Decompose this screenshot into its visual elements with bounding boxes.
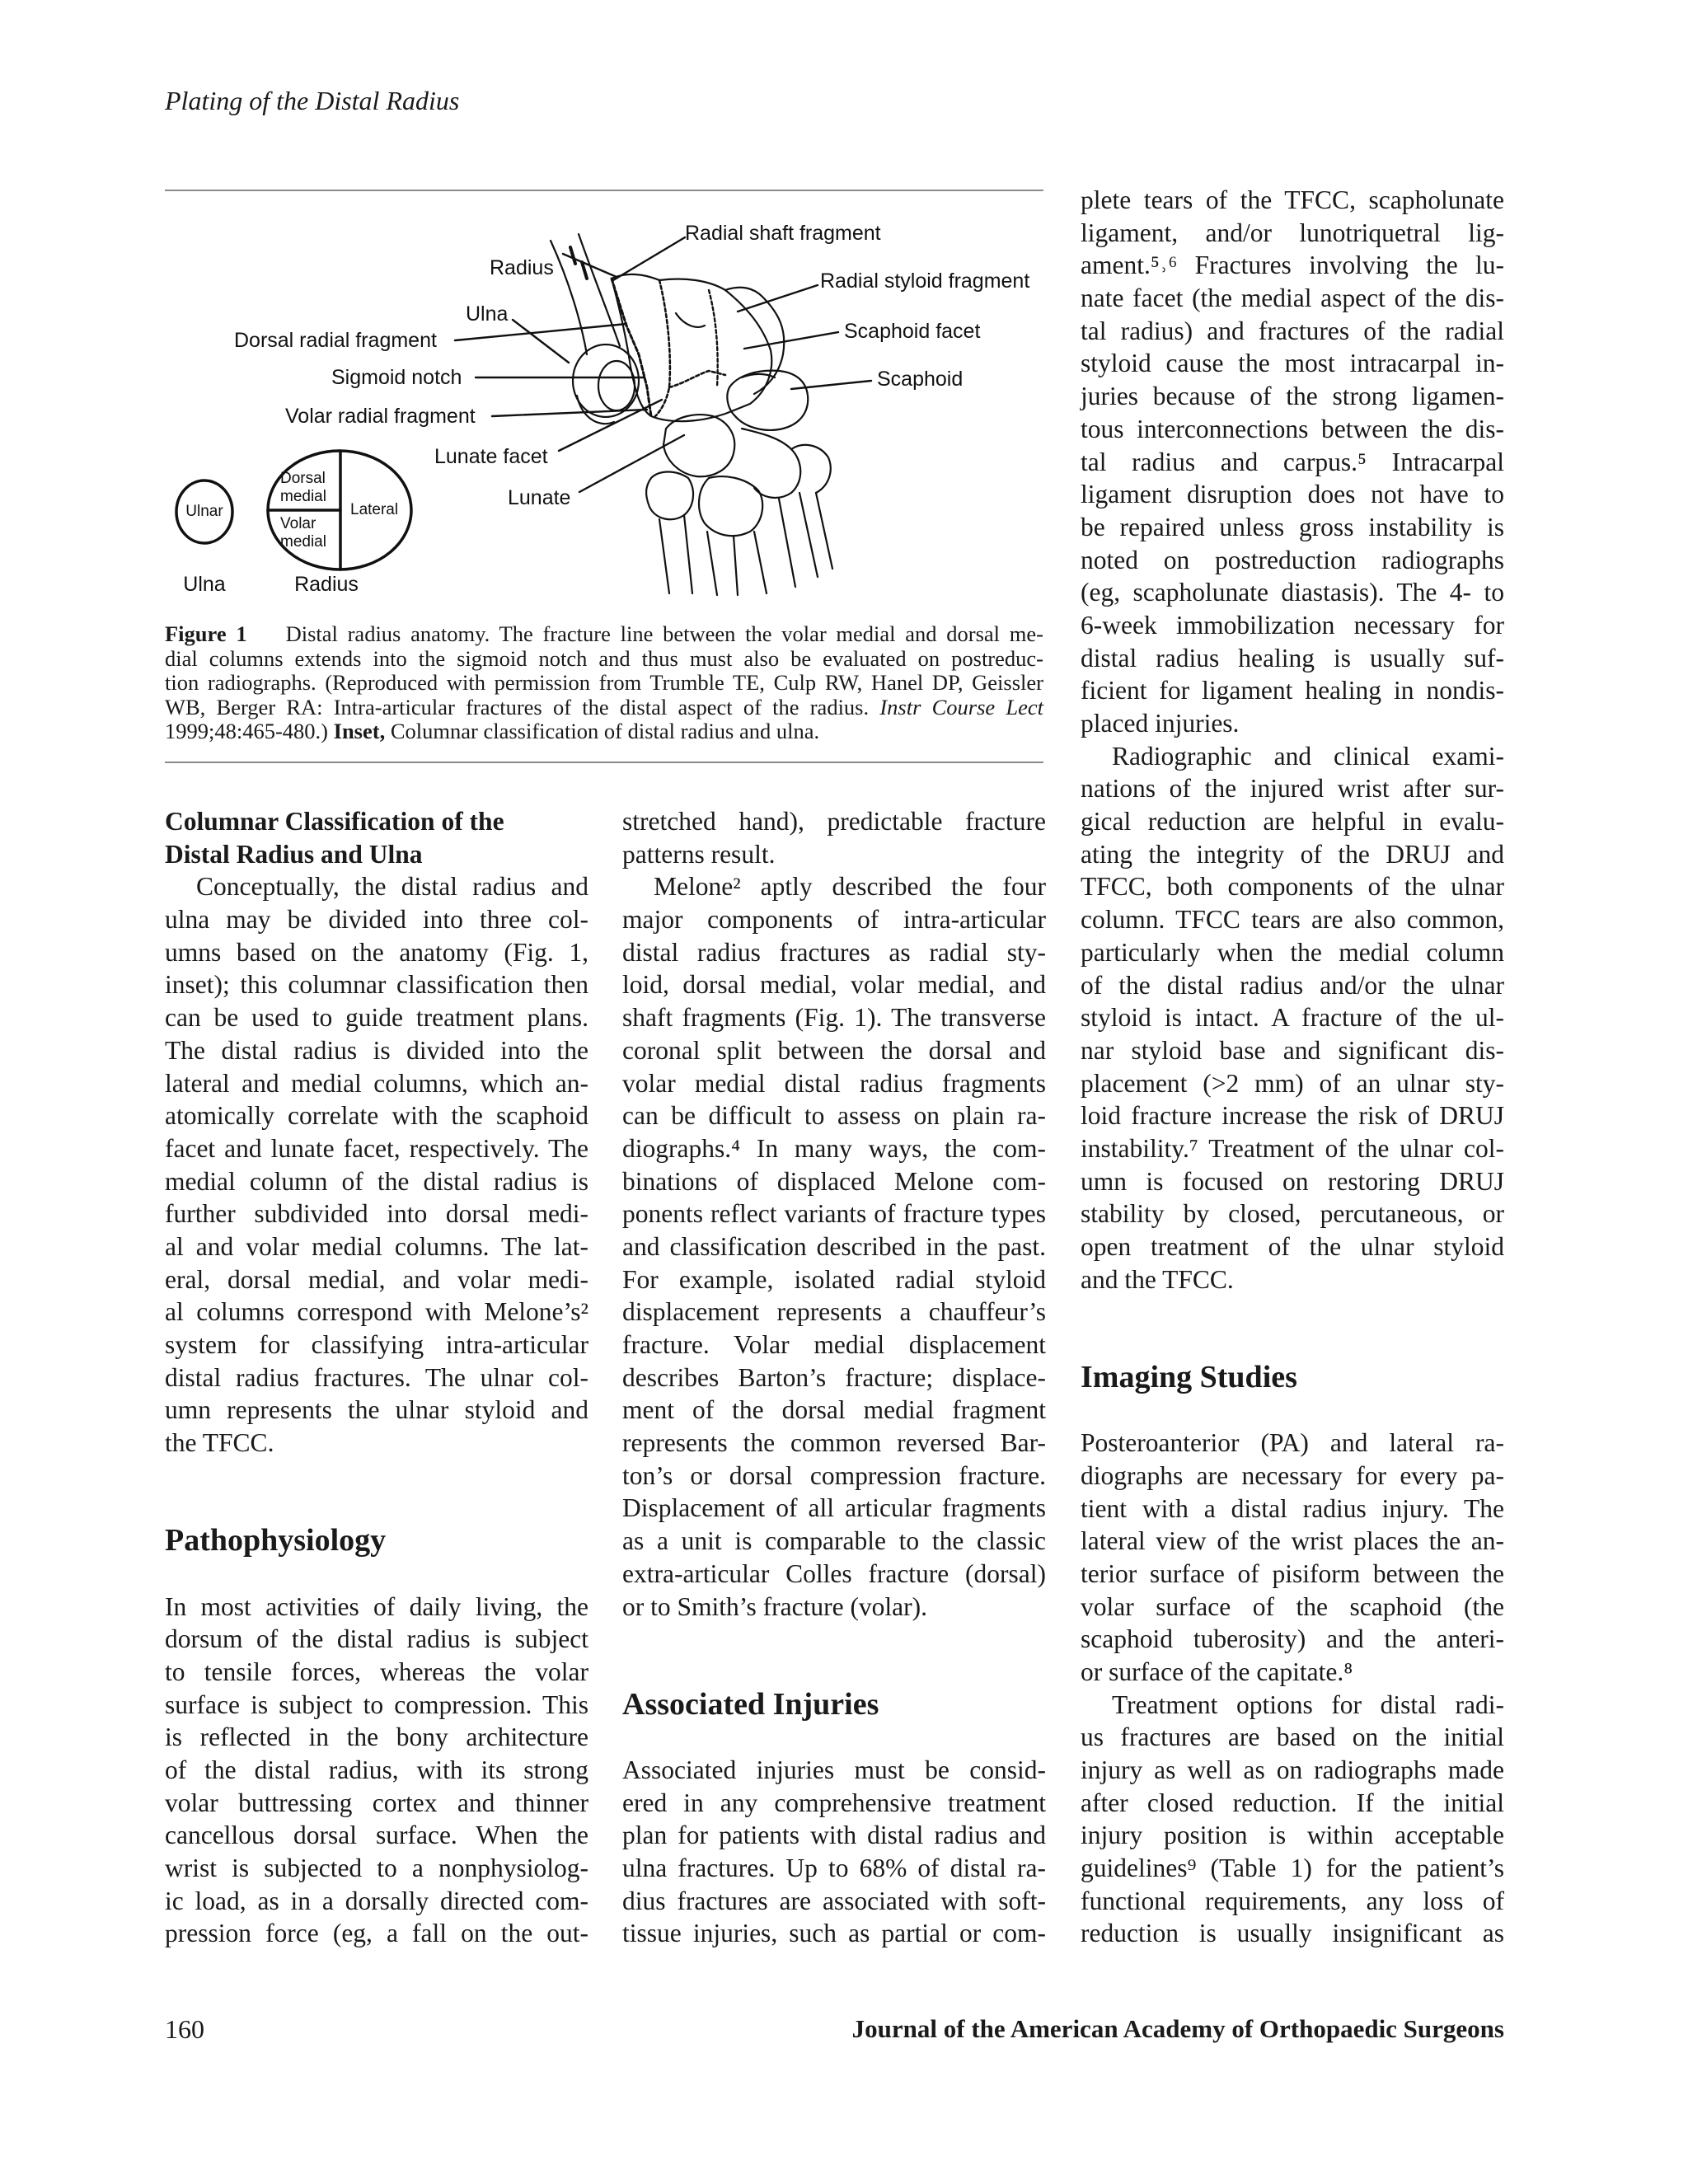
text-line: dius fractures are associated with soft-	[622, 1886, 1046, 1915]
text-line: guidelines⁹ (Table 1) for the patient’s	[1081, 1854, 1504, 1883]
text-line: umns based on the anatomy (Fig. 1,	[165, 937, 588, 967]
text-line: ficient for ligament healing in nondis-	[1081, 676, 1504, 705]
text-line: lateral view of the wrist places the an-	[1081, 1526, 1504, 1556]
journal-name: Journal of the American Academy of Orthopaedic Surgeons	[851, 2014, 1504, 2043]
figure-caption	[165, 622, 1043, 744]
text-line: stability by closed, percutaneous, or	[1081, 1199, 1504, 1229]
inset-label-lateral: Lateral	[350, 501, 399, 518]
leader-scaphoid-facet	[744, 332, 838, 349]
text-line: tient with a distal radius injury. The	[1081, 1493, 1504, 1523]
text-line: particularly when the medial column	[1081, 937, 1504, 967]
text-line: of the distal radius and/or the ulnar	[1081, 970, 1504, 1000]
text-line: stretched hand), predictable fracture	[622, 807, 1046, 836]
text-line: distal radius fractures as radial sty-	[622, 937, 1046, 967]
text-line: For example, isolated radial styloid	[622, 1264, 1046, 1294]
section-heading: Imaging Studies	[1081, 1359, 1297, 1394]
inset-label-volar: Volar	[280, 515, 316, 532]
text-line: The distal radius is divided into the	[165, 1035, 588, 1065]
text-line: be repaired unless gross instability is	[1081, 512, 1504, 541]
text-line: instability.⁷ Treatment of the ulnar col-	[1081, 1133, 1504, 1163]
text-line: displacement represents a chauffeur’s	[622, 1297, 1046, 1327]
text-line: shaft fragments (Fig. 1). The transverse	[622, 1003, 1046, 1033]
text-line: nations of the injured wrist after sur-	[1081, 774, 1504, 804]
text-line: al and volar medial columns. The lat-	[165, 1231, 588, 1261]
text-line: diographs are necessary for every pa-	[1081, 1460, 1504, 1490]
text-line: gical reduction are helpful in evalu-	[1081, 807, 1504, 837]
text-line: eral, dorsal medial, and volar medi-	[165, 1264, 588, 1294]
text-line: Conceptually, the distal radius and	[196, 872, 588, 902]
leader-radius	[563, 254, 617, 277]
text-line: volar surface of the scaphoid (the	[1081, 1591, 1504, 1621]
leader-ulna	[513, 320, 569, 363]
text-line: ment of the dorsal medial fragment	[622, 1395, 1046, 1425]
leader-lunate-facet	[559, 400, 662, 451]
text-line: facet and lunate facet, respectively. The	[165, 1133, 588, 1163]
text-line: wrist is subjected to a nonphysiolog-	[165, 1854, 588, 1883]
text-line: of the distal radius, with its strong	[165, 1755, 588, 1784]
text-line: surface is subject to compression. This	[165, 1690, 588, 1719]
text-line: or to Smith’s fracture (volar).	[622, 1591, 928, 1621]
inset-caption-ulna: Ulna	[183, 573, 226, 596]
text-line: tous interconnections between the dis-	[1081, 414, 1504, 443]
text-line: medial column of the distal radius is	[165, 1166, 588, 1196]
text-line: Posteroanterior (PA) and lateral ra-	[1081, 1428, 1504, 1458]
text-line: ligament, and/or lunotriquetral lig-	[1081, 218, 1504, 247]
subsection-heading-line: Distal Radius and Ulna	[165, 839, 423, 869]
text-line: or surface of the capitate.⁸	[1081, 1657, 1353, 1686]
label-radius: Radius	[490, 256, 554, 279]
label-scaphoid: Scaphoid	[877, 368, 964, 391]
text-line: represents the common reversed Bar-	[622, 1428, 1046, 1458]
leader-volar-radial-fragment	[492, 410, 647, 416]
caption-line: tion radiographs. (Reproduced with permission from Trumble TE, Culp RW, Hanel DP, Geissler	[165, 670, 1043, 696]
text-line: major components of intra-articular	[622, 905, 1046, 935]
text-line: tissue injuries, such as partial or com-	[622, 1919, 1046, 1948]
inset-label-volar-medial: medial	[280, 533, 326, 551]
leader-lunate	[579, 435, 684, 492]
text-line: reduction is usually insignificant as	[1081, 1919, 1504, 1948]
text-line: volar buttressing cortex and thinner	[165, 1788, 588, 1817]
text-line: ating the integrity of the DRUJ and	[1081, 839, 1504, 869]
text-line: tal radius) and fractures of the radial	[1081, 316, 1504, 345]
text-line: coronal split between the dorsal and	[622, 1035, 1046, 1065]
section-heading: Associated Injuries	[622, 1686, 879, 1722]
text-line: system for classifying intra-articular	[165, 1330, 588, 1359]
text-column-1	[165, 805, 588, 1950]
text-line: placement (>2 mm) of an ulnar sty-	[1081, 1068, 1504, 1098]
label-scaphoid-facet: Scaphoid facet	[844, 320, 981, 343]
text-line: ered in any comprehensive treatment	[622, 1788, 1046, 1817]
text-line: diographs.⁴ In many ways, the com-	[622, 1133, 1046, 1163]
text-line: loid, dorsal medial, volar medial, and	[622, 970, 1046, 1000]
text-line: Melone² aptly described the four	[654, 872, 1046, 902]
text-line: loid fracture increase the risk of DRUJ	[1081, 1101, 1504, 1131]
page-number: 160	[165, 2014, 204, 2044]
text-line: In most activities of daily living, the	[165, 1591, 588, 1621]
inset-caption-radius: Radius	[294, 573, 359, 596]
caption-line	[165, 696, 1043, 720]
text-line: pression force (eg, a fall on the out-	[165, 1919, 588, 1948]
text-line: atomically correlate with the scaphoid	[165, 1101, 588, 1131]
text-line: ament.⁵˒⁶ Fractures involving the lu-	[1081, 251, 1504, 280]
text-line: ponents reflect variants of fracture types	[622, 1199, 1046, 1229]
label-lunate: Lunate	[508, 486, 571, 509]
leader-radial-shaft-fragment	[613, 237, 685, 280]
label-ulna: Ulna	[466, 302, 509, 326]
text-line: 6-week immobilization necessary for	[1081, 610, 1504, 640]
section-heading: Pathophysiology	[165, 1523, 387, 1558]
text-line: scaphoid tuberosity) and the anteri-	[1081, 1624, 1504, 1654]
text-column-3	[1081, 184, 1504, 1950]
text-line: distal radius fractures. The ulnar col-	[165, 1362, 588, 1392]
text-line: fracture. Volar medial displacement	[622, 1330, 1046, 1359]
text-line: extra-articular Colles fracture (dorsal)	[622, 1558, 1046, 1588]
inset-label-ulnar: Ulnar	[185, 503, 223, 520]
figure-label: Figure 1	[165, 621, 247, 646]
text-line: as a unit is comparable to the classic	[622, 1526, 1046, 1556]
caption-journal-italic: Instr Course Lect	[879, 694, 1043, 719]
text-line: juries because of the strong ligamen-	[1081, 382, 1504, 411]
text-line: patterns result.	[622, 839, 776, 869]
text-line: can be used to guide treatment plans.	[165, 1003, 588, 1033]
text-line: to tensile forces, whereas the volar	[165, 1657, 588, 1686]
bone-drawing	[551, 234, 832, 595]
text-line: nar styloid base and significant dis-	[1081, 1035, 1504, 1065]
text-line: plete tears of the TFCC, scapholunate	[1081, 185, 1504, 214]
text-line: Displacement of all articular fragments	[622, 1493, 1046, 1523]
leader-dorsal-radial-fragment	[455, 324, 626, 340]
text-line: (eg, scapholunate diastasis). The 4- to	[1081, 578, 1504, 607]
text-line: plan for patients with distal radius and	[622, 1821, 1046, 1850]
text-line: distal radius healing is usually suf-	[1081, 643, 1504, 673]
inset-label-dorsal: Dorsal	[280, 470, 326, 487]
text-line: placed injuries.	[1081, 709, 1240, 738]
text-line: after closed reduction. If the initial	[1081, 1788, 1504, 1817]
running-header: Plating of the Distal Radius	[165, 86, 460, 115]
label-radial-shaft-fragment: Radial shaft fragment	[685, 222, 881, 245]
caption-text: WB, Berger RA: Intra-articular fractures of the distal aspect of the radius.	[165, 694, 880, 719]
text-column-2	[622, 805, 1046, 1950]
text-line: umn represents the ulnar styloid and	[165, 1395, 588, 1425]
text-line: injury as well as on radiographs made	[1081, 1755, 1504, 1785]
text-line: inset); this columnar classification then	[165, 970, 588, 1000]
caption-text: 1999;48:465-480.)	[165, 719, 334, 744]
label-lunate-facet: Lunate facet	[434, 445, 548, 468]
text-line: tal radius and carpus.⁵ Intracarpal	[1081, 447, 1504, 476]
caption-line: dial columns extends into the sigmoid notch and thus must also be evaluated on postreduc-	[165, 645, 1043, 671]
text-line: TFCC, both components of the ulnar	[1081, 872, 1504, 902]
caption-line	[165, 719, 1043, 744]
text-line: further subdivided into dorsal medi-	[165, 1199, 588, 1229]
text-line: is reflected in the bony architecture	[165, 1722, 588, 1752]
caption-text: Columnar classification of distal radius and ulna.	[385, 719, 820, 744]
text-line: lateral and medial columns, which an-	[165, 1068, 588, 1098]
caption-inset-bold: Inset,	[333, 719, 386, 744]
text-line: us fractures are based on the initial	[1081, 1722, 1504, 1752]
label-dorsal-radial-fragment: Dorsal radial fragment	[234, 329, 437, 352]
caption-text: Distal radius anatomy. The fracture line between the volar medial and dorsal me-	[285, 621, 1043, 646]
text-line: volar medial distal radius fragments	[622, 1068, 1046, 1098]
text-line: ligament disruption does not have to	[1081, 480, 1504, 509]
text-line: terior surface of pisiform between the	[1081, 1558, 1504, 1588]
text-line: Associated injuries must be consid-	[622, 1755, 1046, 1784]
text-line: column. TFCC tears are also common,	[1081, 905, 1504, 935]
text-line: and classification described in the past.	[622, 1231, 1046, 1261]
text-line: binations of displaced Melone com-	[622, 1166, 1046, 1196]
text-line: describes Barton’s fracture; displace-	[622, 1362, 1046, 1392]
text-line: cancellous dorsal surface. When the	[165, 1821, 588, 1850]
text-line: ic load, as in a dorsally directed com-	[165, 1886, 588, 1915]
text-line: ton’s or dorsal compression fracture.	[622, 1460, 1046, 1490]
text-line: dorsum of the distal radius is subject	[165, 1624, 588, 1654]
text-line: the TFCC.	[165, 1428, 274, 1458]
text-line: functional requirements, any loss of	[1081, 1886, 1504, 1915]
text-line: umn is focused on restoring DRUJ	[1081, 1166, 1504, 1196]
subsection-heading-line: Columnar Classification of the	[165, 807, 504, 836]
text-line: Treatment options for distal radi-	[1112, 1690, 1504, 1719]
label-sigmoid-notch: Sigmoid notch	[331, 366, 462, 389]
text-line: al columns correspond with Melone’s²	[165, 1297, 588, 1327]
label-volar-radial-fragment: Volar radial fragment	[285, 405, 476, 428]
text-line: open treatment of the ulnar styloid	[1081, 1232, 1504, 1261]
text-line: Radiographic and clinical exami-	[1112, 741, 1504, 771]
text-line: ulna fractures. Up to 68% of distal ra-	[622, 1854, 1046, 1883]
caption-line	[165, 622, 1043, 647]
text-line: can be difficult to assess on plain ra-	[622, 1101, 1046, 1131]
text-line: styloid is intact. A fracture of the ul-	[1081, 1003, 1504, 1033]
text-line: styloid cause the most intracarpal in-	[1081, 349, 1504, 378]
label-radial-styloid-fragment: Radial styloid fragment	[820, 269, 1030, 293]
text-line: nate facet (the medial aspect of the dis-	[1081, 284, 1504, 313]
text-line: ulna may be divided into three col-	[165, 905, 588, 935]
text-line: noted on postreduction radiographs	[1081, 545, 1504, 574]
inset-label-dorsal-medial: medial	[280, 488, 326, 505]
text-line: and the TFCC.	[1081, 1264, 1234, 1294]
text-line: injury position is within acceptable	[1081, 1821, 1504, 1850]
